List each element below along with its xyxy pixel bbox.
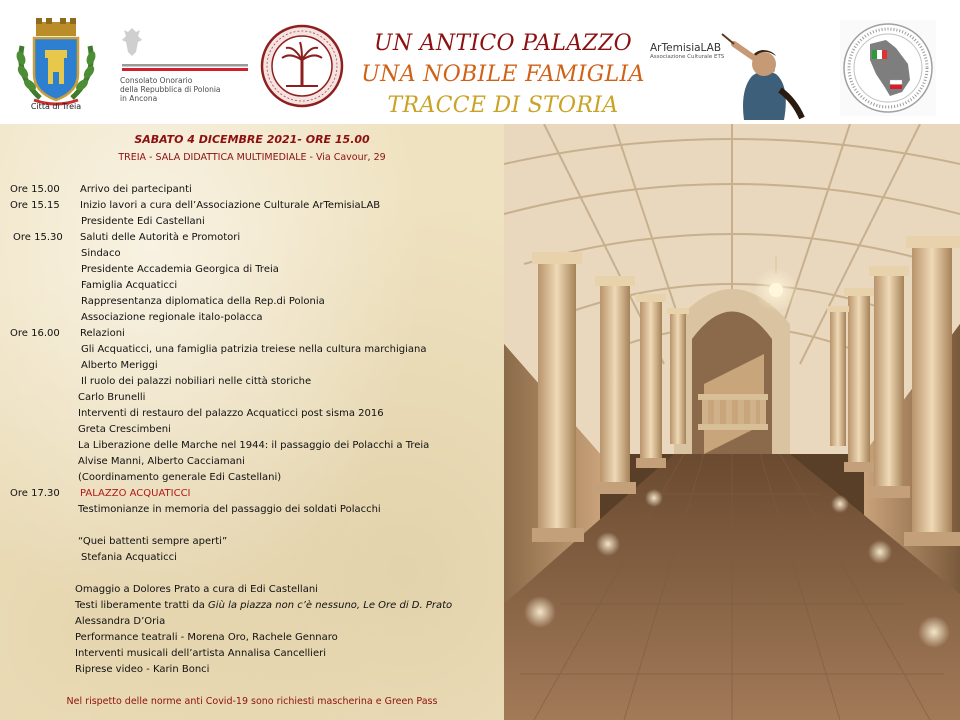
program-line: Associazione regionale italo-polacca (81, 312, 263, 323)
program-line: Presidente Accademia Georgica di Treia (81, 264, 279, 275)
time-1730: Ore 17.30 (10, 488, 60, 499)
italo-polish-association-logo (840, 20, 936, 116)
program-line: Alvise Manni, Alberto Cacciamani (78, 456, 245, 467)
program-line: Arrivo dei partecipanti (80, 184, 192, 195)
program-line: Rappresentanza diplomatica della Rep.di Polonia (81, 296, 325, 307)
treia-coat-of-arms-logo (12, 16, 100, 108)
program-panel (0, 124, 504, 720)
program-line: Il ruolo dei palazzi nobiliari nelle città storiche (81, 376, 312, 387)
covid-footer-note: Nel rispetto delle norme anti Covid-19 sono richiesti mascherina e Green Pass (66, 696, 438, 707)
title-line-1: UN ANTICO PALAZZO (373, 31, 633, 56)
artemisialab-logo (644, 30, 828, 120)
program-line: Alberto Meriggi (81, 360, 158, 371)
artemisialab-name: ArTemisiaLAB (650, 42, 722, 54)
program-line-palazzo: PALAZZO ACQUATICCI (80, 488, 191, 499)
time-1515: Ore 15.15 (10, 200, 60, 211)
program-line: Omaggio a Dolores Prato a cura di Edi Castellani (75, 584, 318, 595)
time-1600: Ore 16.00 (10, 328, 60, 339)
program-line: “Quei battenti sempre aperti” (78, 536, 228, 547)
accademia-georgica-seal-logo (260, 24, 344, 108)
title-line-3: TRACCE DI STORIA (387, 93, 619, 118)
treia-caption: Città di Treia (30, 102, 82, 111)
palazzo-corridor-photo (504, 124, 960, 720)
testi-titles: Giù la piazza non c’è nessuno, Le Ore di D. Prato (208, 600, 453, 611)
event-date: SABATO 4 DICEMBRE 2021- ORE 15.00 (134, 133, 370, 146)
consulate-line-1: Consolato Onorario (120, 76, 193, 85)
testi-prefix: Testi liberamente tratti da (75, 600, 209, 611)
program-line: Sindaco (81, 248, 121, 259)
program-line: Interventi di restauro del palazzo Acquaticci post sisma 2016 (78, 408, 384, 419)
consulate-line-3: in Ancona (120, 94, 158, 103)
consulate-text (120, 76, 221, 103)
program-line: Stefania Acquaticci (81, 552, 177, 563)
program-line: Famiglia Acquaticci (81, 280, 178, 291)
header-banner (0, 0, 960, 124)
event-title (344, 28, 662, 121)
time-1530: Ore 15.30 (13, 232, 63, 243)
artemisialab-subtitle: Associazione Culturale ETS (650, 54, 725, 60)
polish-consulate-logo (116, 26, 252, 103)
program-line: Riprese video - Karin Bonci (75, 664, 210, 675)
time-1500: Ore 15.00 (10, 184, 60, 195)
program-line-testi (75, 600, 452, 612)
program-line: Performance teatrali - Morena Oro, Rachele Gennaro (75, 632, 338, 643)
consulate-line-2: della Repubblica di Polonia (120, 85, 221, 94)
program-line: Inizio lavori a cura dell’Associazione Culturale ArTemisiaLAB (80, 200, 381, 211)
program-line: (Coordinamento generale Edi Castellani) (78, 472, 282, 483)
event-venue: TREIA - SALA DIDATTICA MULTIMEDIALE - Via Cavour, 29 (118, 152, 386, 163)
program-line: La Liberazione delle Marche nel 1944: il passaggio dei Polacchi a Treia (78, 440, 430, 451)
program-line: Greta Crescimbeni (78, 424, 171, 435)
program-line: Carlo Brunelli (78, 392, 146, 403)
program-line: Alessandra D’Oria (75, 616, 166, 627)
program-line: Relazioni (80, 328, 125, 339)
title-line-2: UNA NOBILE FAMIGLIA (361, 62, 645, 87)
program-line: Saluti delle Autorità e Promotori (80, 232, 241, 243)
program-line: Presidente Edi Castellani (81, 216, 205, 227)
program-line: Interventi musicali dell’artista Annalisa Cancellieri (75, 648, 326, 659)
program-line: Testimonianze in memoria del passaggio dei soldati Polacchi (78, 504, 381, 515)
program-line: Gli Acquaticci, una famiglia patrizia treiese nella cultura marchigiana (81, 344, 427, 355)
